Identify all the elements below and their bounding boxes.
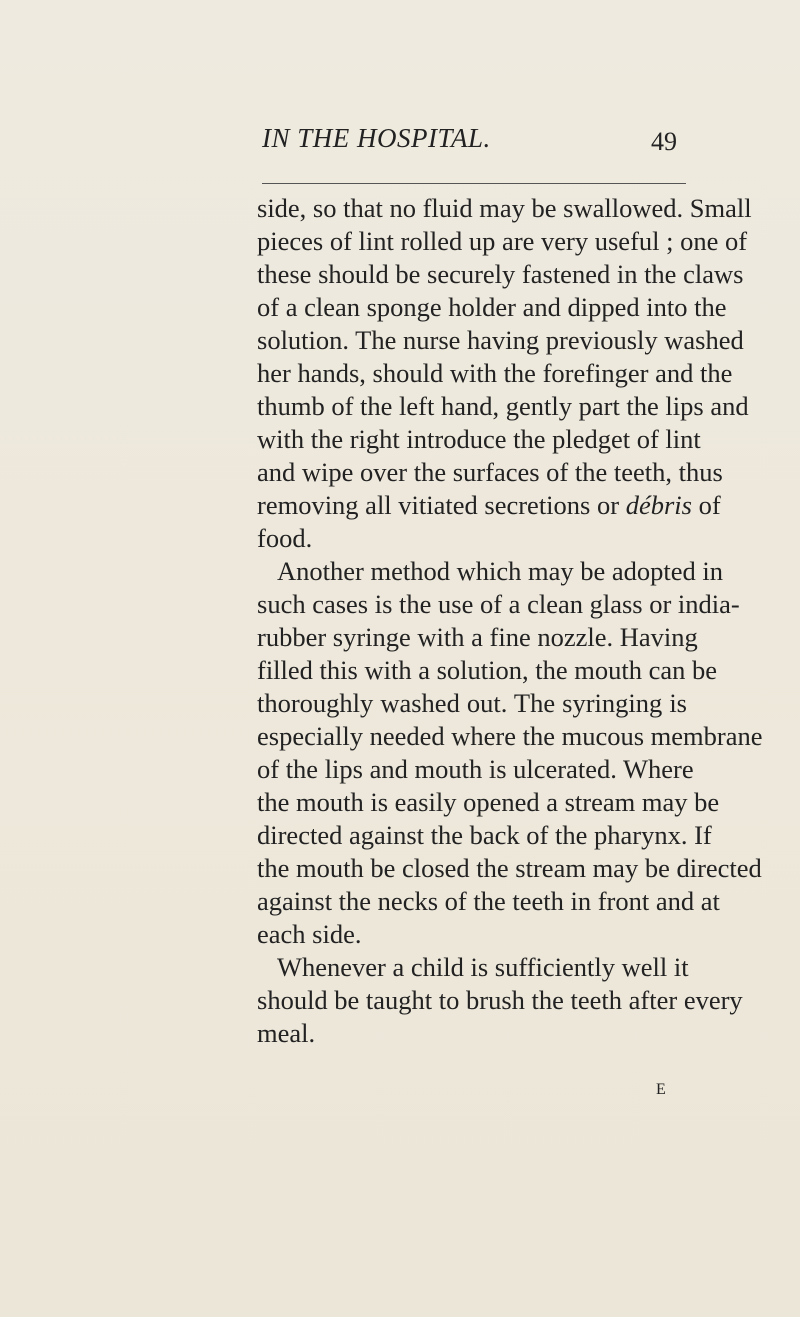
text-line: thumb of the left hand, gently part the lips and (257, 391, 749, 421)
text-line: filled this with a solution, the mouth can be (257, 655, 717, 685)
italic-term: débris (625, 490, 692, 520)
text-segment: removing all vitiated secretions or (257, 490, 620, 520)
text-line: solution. The nurse having previously washed (257, 325, 744, 355)
text-segment: of (698, 490, 721, 520)
text-line: especially needed where the mucous membrane (257, 721, 763, 751)
text-line: of the lips and mouth is ulcerated. Where (257, 754, 694, 784)
text-line: meal. (257, 1018, 316, 1048)
text-line: the mouth is easily opened a stream may be (257, 787, 720, 817)
text-line: against the necks of the teeth in front and at (257, 886, 720, 916)
signature-mark: E (656, 1081, 666, 1098)
text-line: thoroughly washed out. The syringing is (257, 688, 687, 718)
text-line: rubber syringe with a fine nozzle. Having (257, 622, 698, 652)
header-rule (262, 183, 686, 184)
text-line: food. (257, 523, 313, 553)
page-number: 49 (651, 127, 677, 156)
text-line: with the right introduce the pledget of lint (257, 424, 701, 454)
text-line: these should be securely fastened in the claws (257, 259, 744, 289)
text-line: her hands, should with the forefinger and the (257, 358, 733, 388)
text-line-with-italic (257, 489, 721, 522)
running-head (0, 123, 800, 163)
text-line: pieces of lint rolled up are very useful ; one of (257, 226, 748, 256)
paragraph-start-line: Another method which may be adopted in (277, 556, 723, 586)
text-line: and wipe over the surfaces of the teeth, thus (257, 457, 723, 487)
paragraph-start-line: Whenever a child is sufficiently well it (277, 952, 689, 982)
text-line: each side. (257, 919, 362, 949)
text-line: directed against the back of the pharynx. If (257, 820, 712, 850)
text-line: such cases is the use of a clean glass or india- (257, 589, 740, 619)
text-line: of a clean sponge holder and dipped into the (257, 292, 727, 322)
text-line: side, so that no fluid may be swallowed. Small (257, 193, 752, 223)
body-text (257, 192, 763, 1050)
running-title: IN THE HOSPITAL. (262, 123, 491, 153)
text-line: should be taught to brush the teeth after every (257, 985, 743, 1015)
text-line: the mouth be closed the stream may be directed (257, 853, 762, 883)
